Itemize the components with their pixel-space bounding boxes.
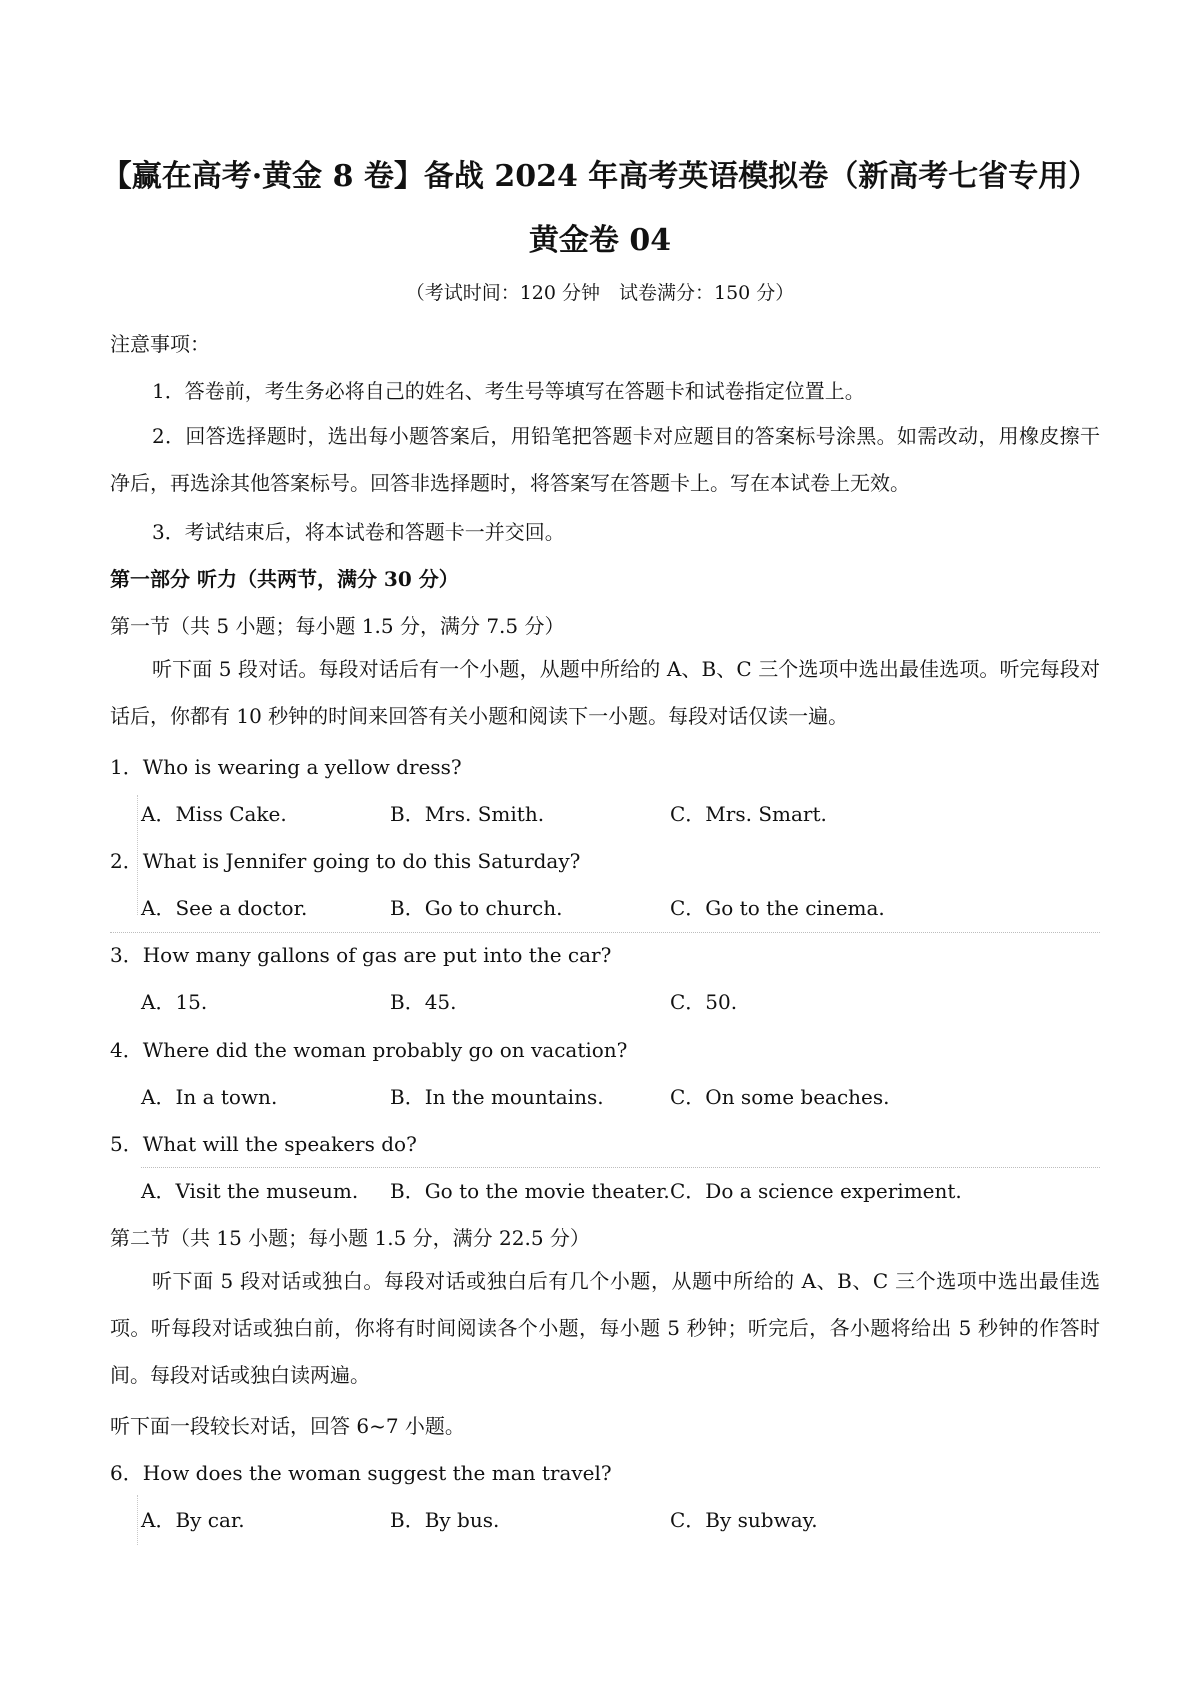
exam-subtitle: 黄金卷 04 [528,223,672,258]
margin-dotted-line [137,1495,138,1545]
question-6-option-c: C．By subway. [670,1508,818,1532]
question-1-option-b: B．Mrs. Smith. [390,802,545,826]
question-4-option-b: B．In the mountains. [390,1085,604,1109]
question-4-option-a: A．In a town. [141,1085,278,1109]
question-6-option-b: B．By bus. [390,1508,500,1532]
exam-title: 【赢在高考·黄金 8 卷】备战 2024 年高考英语模拟卷（新高考七省专用） [101,159,1099,194]
part1-heading: 第一部分 听力（共两节，满分 30 分） [110,567,459,591]
question-1-option-c: C．Mrs. Smart. [670,802,827,826]
question-1-option-a: A．Miss Cake. [141,802,287,826]
question-1-stem: 1．Who is wearing a yellow dress? [110,755,462,779]
question-2-option-c: C．Go to the cinema. [670,896,885,920]
question-4-stem: 4．Where did the woman probably go on vacation? [110,1038,628,1062]
section2-instruction: 听下面 5 段对话或独白。每段对话或独白后有几个小题，从题中所给的 A、B、C 三个选项中选出最佳选项。听每段对话或独白前，你将有时间阅读各个小题，每小题 5 秒钟；听完后，各小题将给出 5 秒钟的作答时间。每段对话或独白读两遍。 [110,1269,1100,1387]
section1-instruction: 听下面 5 段对话。每段对话后有一个小题，从题中所给的 A、B、C 三个选项中选出最佳选项。听完每段对话后，你都有 10 秒钟的时间来回答有关小题和阅读下一小题。每段对话仅读一遍。 [110,657,1100,728]
exam-info: （考试时间：120 分钟 试卷满分：150 分） [405,282,795,304]
question-5-option-a: A．Visit the museum. [141,1179,359,1203]
question-3-stem: 3．How many gallons of gas are put into the car? [110,943,612,967]
question-5-option-c: C．Do a science experiment. [670,1179,962,1203]
question-3-option-a: A．15. [141,990,208,1014]
question-6-option-a: A．By car. [141,1508,245,1532]
dotted-divider [141,1167,1100,1168]
notice-heading: 注意事项： [110,332,210,356]
group-note: 听下面一段较长对话，回答 6~7 小题。 [110,1414,465,1438]
question-2-stem: 2．What is Jennifer going to do this Saturday? [110,849,581,873]
question-5-option-b: B．Go to the movie theater. [390,1179,670,1203]
question-4-option-c: C．On some beaches. [670,1085,890,1109]
question-2-option-b: B．Go to church. [390,896,563,920]
notice-item-3: 3．考试结束后，将本试卷和答题卡一并交回。 [152,520,565,544]
question-3-option-b: B．45. [390,990,457,1014]
notice-item-1: 1．答卷前，考生务必将自己的姓名、考生号等填写在答题卡和试卷指定位置上。 [152,379,865,403]
dotted-divider [110,932,1100,933]
question-2-option-a: A．See a doctor. [141,896,308,920]
section1-heading: 第一节（共 5 小题；每小题 1.5 分，满分 7.5 分） [110,614,565,638]
question-6-stem: 6．How does the woman suggest the man travel? [110,1461,612,1485]
section2-heading: 第二节（共 15 小题；每小题 1.5 分，满分 22.5 分） [110,1226,590,1250]
notice-item-2: 2．回答选择题时，选出每小题答案后，用铅笔把答题卡对应题目的答案标号涂黑。如需改动，用橡皮擦干净后，再选涂其他答案标号。回答非选择题时，将答案写在答题卡上。写在本试卷上无效。 [110,424,1100,495]
question-5-stem: 5．What will the speakers do? [110,1132,417,1156]
question-3-option-c: C．50. [670,990,738,1014]
